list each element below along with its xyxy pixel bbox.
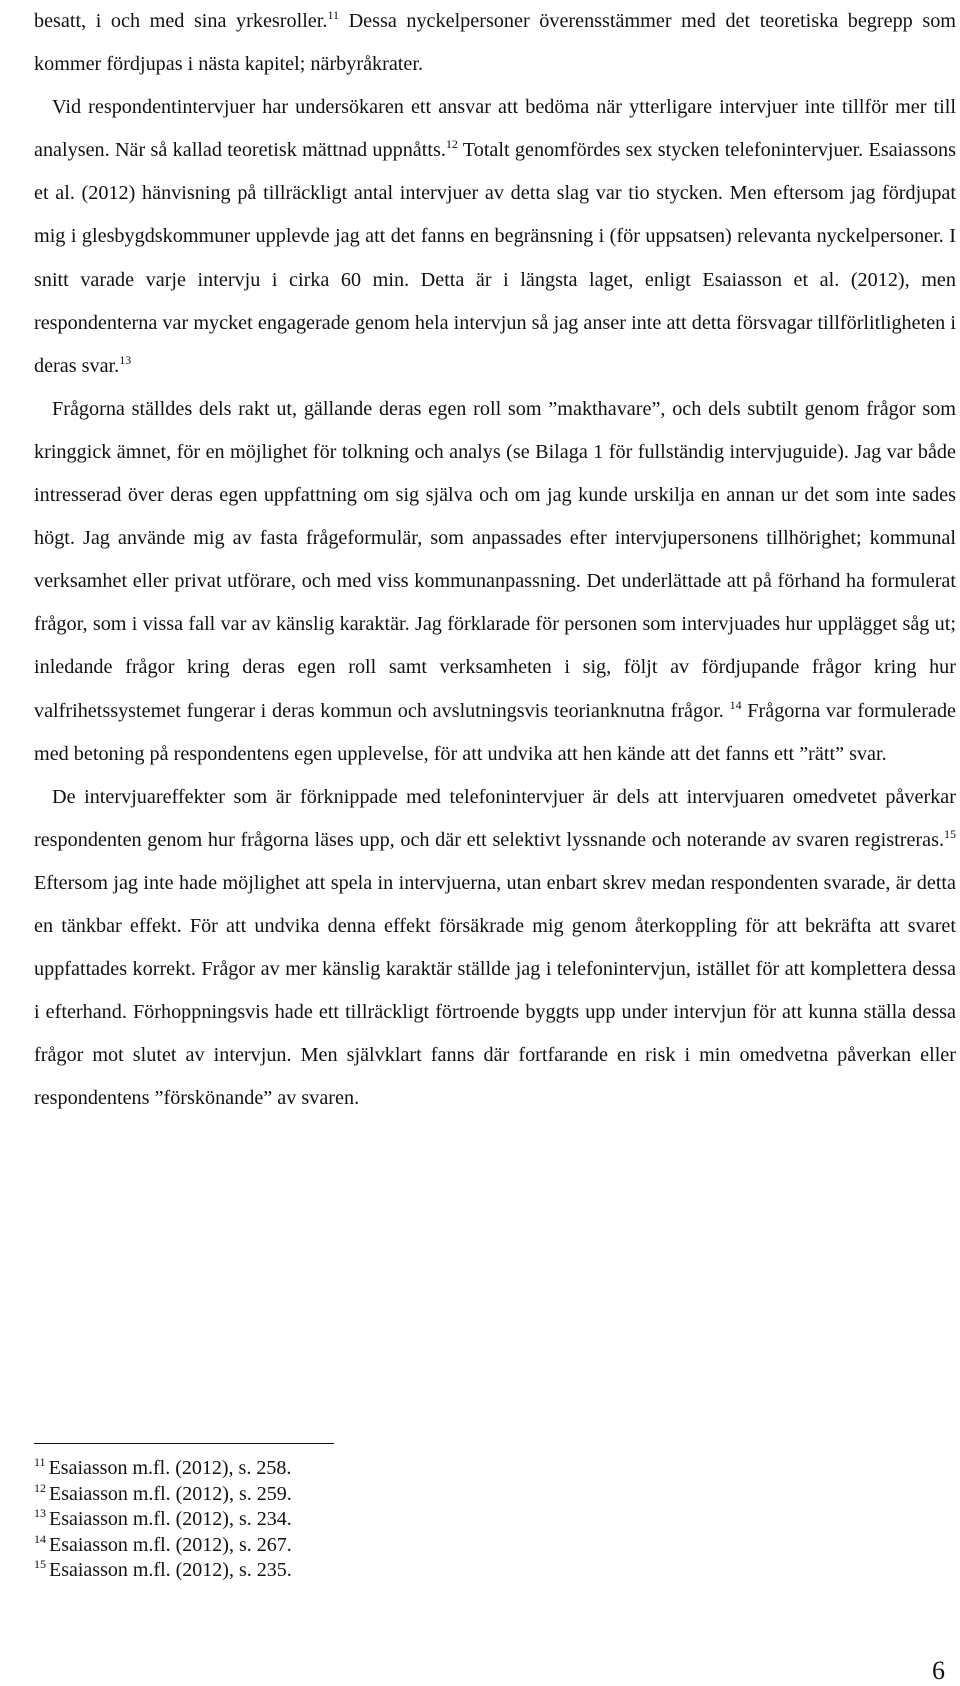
paragraph-4-text-b: Eftersom jag inte hade möjlighet att spela in intervjuerna, utan enbart skrev medan respondenten svarade, är detta en tänkbar effekt. För att undvika denna effekt försäkrade mig genom återkoppling för att bekräfta att svaret uppfattades korrekt. Frågor av mer känslig karaktär ställde jag i telefonintervjun, istället för att komplettera dessa i efterhand. Förhoppningsvis hade ett tillräckligt förtroende byggts upp under intervjun för att kunna ställa dessa frågor mot slutet av intervjun. Men självklart fanns där fortfarande en risk i min omedvetna påverkan eller respondentens ”förskönande” av svaren. [34,871,956,1110]
paragraph-2 [34,86,956,388]
paragraph-1 [34,0,956,86]
paragraph-4-text-a: De intervjuareffekter som är förknippade med telefonintervjuer är dels att intervjuaren omedvetet påverkar respondenten genom hur frågorna läses upp, och där ett selektivt lyssnande och noterande av svaren registreras. [34,785,956,851]
footnote-separator [34,1443,334,1444]
paragraph-2-text-b: Totalt genomfördes sex stycken telefonintervjuer. Esaiassons et al. (2012) hänvisning på tillräckligt antal intervjuer av detta slag var tio stycken. Men eftersom jag fördjupat mig i glesbygdskommuner upplevde jag att det fanns en begränsning i (för uppsatsen) relevanta nyckelpersoner. I snitt varade varje intervju i cirka 60 min. Detta är i längsta laget, enligt Esaiasson et al. (2012), men respondenterna var mycket engagerade genom hela intervjun så jag anser inte att detta försvagar tillförlitligheten i deras svar. [34,139,956,377]
paragraph-1-text-b: Dessa nyckelpersoner överensstämmer med det teoretiska begrepp som kommer fördjupas i nästa kapitel; närbyråkrater. [34,10,956,76]
paragraph-1-text-a: besatt, i och med sina yrkesroller. [34,10,328,32]
footnote-15 [34,1558,634,1584]
footnote-number: 12 [34,1480,46,1495]
footnote-11 [34,1456,634,1482]
body-text [34,0,956,1120]
footnote-number: 15 [34,1557,46,1572]
page-number: 6 [932,1656,945,1685]
footnote-ref-15[interactable]: 15 [944,826,956,841]
footnote-text: Esaiasson m.fl. (2012), s. 235. [49,1559,292,1582]
footnote-text: Esaiasson m.fl. (2012), s. 234. [49,1508,292,1531]
footnote-14 [34,1533,634,1559]
footnote-ref-14[interactable]: 14 [729,697,742,712]
paragraph-3-text-b: Frågorna var formulerade med betoning på respondentens egen upplevelse, för att undvika att hen kände att det fanns ett ”rätt” svar. [34,699,957,765]
footnote-ref-12[interactable]: 12 [445,137,458,152]
footnote-number: 13 [34,1506,46,1521]
footnote-12 [34,1482,634,1508]
footnote-13 [34,1507,634,1533]
footnote-text: Esaiasson m.fl. (2012), s. 267. [49,1533,292,1556]
footnote-text: Esaiasson m.fl. (2012), s. 259. [49,1482,292,1505]
footnotes [34,1456,634,1584]
footnote-ref-11[interactable]: 11 [327,8,339,22]
paragraph-2-text-a: Vid respondentintervjuer har undersökaren ett ansvar att bedöma när ytterligare intervjuer inte tillför mer till analysen. När så kallad teoretisk mättnad uppnåtts. [34,96,956,162]
footnote-number: 11 [34,1455,46,1469]
paragraph-3-text-a: Frågorna ställdes dels rakt ut, gällande deras egen roll som ”makthavare”, och dels subtilt genom frågor som kringgick ämnet, för en möjlighet för tolkning och analys (se Bilaga 1 för fullständig intervjuguide). Jag var både intresserad över deras egen uppfattning om sig själva och om jag kunde urskilja en annan ur det som inte sades högt. Jag använde mig av fasta frågeformulär, som anpassades efter intervjupersonens tillhörighet; kommunal verksamhet eller privat utförare, och med viss kommunanpassning. Det underlättade att på förhand ha formulerat frågor, som i vissa fall var av känslig karaktär. Jag förklarade för personen som intervjuades hur upplägget såg ut; inledande frågor kring deras egen roll samt verksamheten i sig, följt av fördjupande frågor kring hur valfrihetssystemet fungerar i deras kommun och avslutningsvis teorianknutna frågor. [34,397,956,722]
footnote-number: 14 [34,1531,46,1546]
paragraph-3 [34,388,956,776]
footnote-ref-13[interactable]: 13 [119,352,132,367]
footnote-text: Esaiasson m.fl. (2012), s. 258. [48,1457,292,1479]
paragraph-4 [34,776,956,1121]
